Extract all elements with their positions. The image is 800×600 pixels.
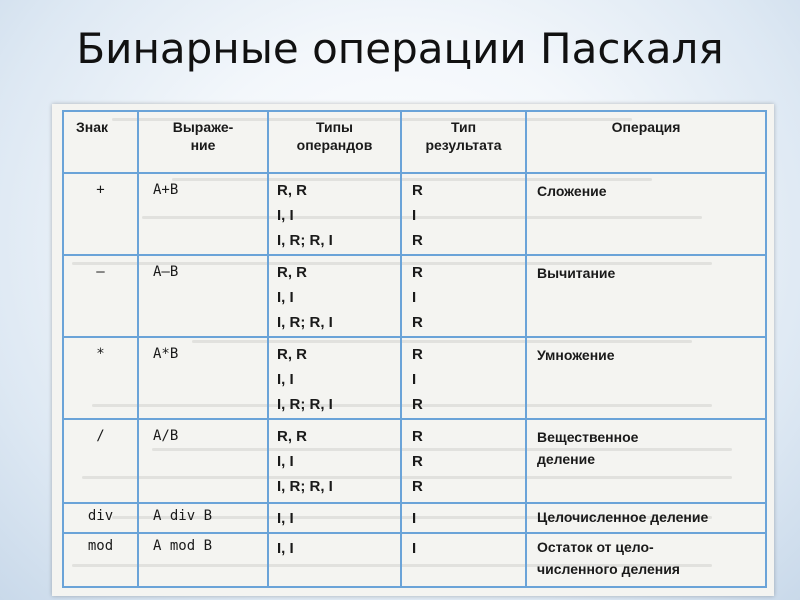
header-expression: Выраже- ние — [138, 111, 268, 173]
cell-operation: Вычитание — [526, 255, 766, 337]
cell-operation: Сложение — [526, 173, 766, 255]
cell-result-type: I — [401, 503, 526, 533]
table-header-row — [63, 111, 766, 173]
cell-sign: mod — [63, 533, 138, 587]
cell-expression: A+B — [138, 173, 268, 255]
cell-operation: Умножение — [526, 337, 766, 419]
cell-operation: Вещественное деление — [526, 419, 766, 503]
cell-operand-types: I, I — [268, 503, 401, 533]
cell-operand-types: R, R I, I I, R; R, I — [268, 255, 401, 337]
binary-operations-table — [62, 110, 767, 588]
table-row — [63, 503, 766, 533]
header-sign: Знак — [63, 111, 138, 173]
cell-sign: / — [63, 419, 138, 503]
table-row — [63, 419, 766, 503]
cell-operand-types: R, R I, I I, R; R, I — [268, 173, 401, 255]
table-row — [63, 337, 766, 419]
table-row — [63, 533, 766, 587]
cell-sign: – — [63, 255, 138, 337]
cell-operand-types: I, I — [268, 533, 401, 587]
cell-operand-types: R, R I, I I, R; R, I — [268, 337, 401, 419]
cell-result-type: R I R — [401, 337, 526, 419]
header-operation: Операция — [526, 111, 766, 173]
cell-result-type: R I R — [401, 173, 526, 255]
scanned-table-image — [52, 104, 774, 596]
cell-sign: + — [63, 173, 138, 255]
cell-operation: Целочисленное деление — [526, 503, 766, 533]
table-row — [63, 255, 766, 337]
cell-expression: A–B — [138, 255, 268, 337]
cell-expression: A/B — [138, 419, 268, 503]
cell-expression: A div B — [138, 503, 268, 533]
cell-result-type: R I R — [401, 255, 526, 337]
cell-result-type: I — [401, 533, 526, 587]
cell-sign: div — [63, 503, 138, 533]
cell-expression: A mod B — [138, 533, 268, 587]
cell-result-type: R R R — [401, 419, 526, 503]
cell-operation: Остаток от цело- численного деления — [526, 533, 766, 587]
cell-expression: A*B — [138, 337, 268, 419]
table-row — [63, 173, 766, 255]
header-result-type: Тип результата — [401, 111, 526, 173]
slide-title: Бинарные операции Паскаля — [76, 24, 724, 73]
header-operand-types: Типы операндов — [268, 111, 401, 173]
cell-sign: * — [63, 337, 138, 419]
cell-operand-types: R, R I, I I, R; R, I — [268, 419, 401, 503]
